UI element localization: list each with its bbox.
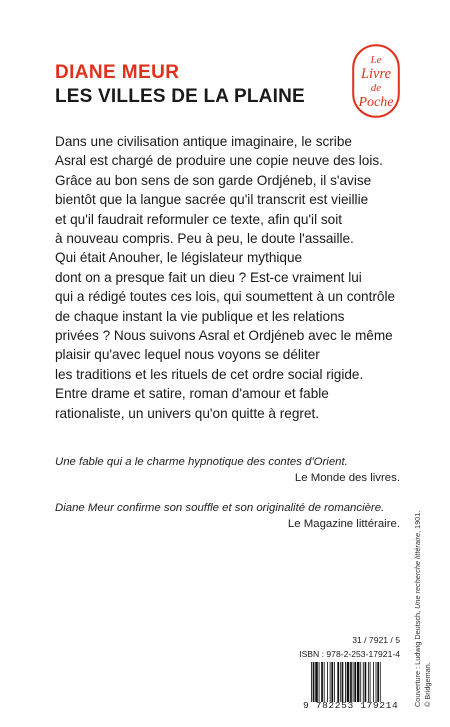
- blurb-line: Grâce au bon sens de son garde Ordjéneb, il s'avise: [55, 172, 372, 188]
- barcode-icon: [310, 662, 402, 702]
- blurb-line: privées ? Nous suivons Asral et Ordjéneb avec le même: [55, 328, 393, 344]
- logo-text-livre: Livre: [360, 66, 392, 82]
- author-name: DIANE MEUR: [55, 62, 180, 83]
- cover-credits-copyright: © Bridgeman.: [423, 662, 432, 707]
- logo-text-poche: Poche: [358, 95, 394, 110]
- press-quote: [55, 500, 400, 532]
- blurb-line: rationaliste, un univers qu'on quitte à regret.: [55, 405, 320, 421]
- press-quote-source: Le Magazine littéraire.: [287, 518, 400, 530]
- press-quote-text: Une fable qui a le charme hypnotique des contes d'Orient.: [55, 456, 348, 468]
- blurb-line: Qui était Anouher, le législateur mythique: [55, 250, 303, 266]
- blurb-line: qui a rédigé toutes ces lois, qui soumettent à un contrôle: [55, 289, 396, 305]
- blurb-line: Dans une civilisation antique imaginaire, le scribe: [55, 134, 352, 149]
- blurb-line: à nouveau compris. Peu à peu, le doute l'assaille.: [55, 231, 354, 247]
- logo-text-le: Le: [370, 54, 382, 66]
- barcode-digits: 9 782253 179214: [303, 700, 399, 711]
- blurb-line: de chaque instant la vie publique et les relations: [55, 308, 345, 324]
- blurb-line: bientôt que la langue sacrée qu'il transcrit est vieillie: [55, 192, 369, 208]
- book-title: LES VILLES DE LA PLAINE: [55, 86, 305, 107]
- logo-text-de: de: [370, 82, 382, 94]
- livre-de-poche-logo: [352, 44, 400, 118]
- press-quote-text: Diane Meur confirme son souffle et son originalité de romancière.: [55, 502, 385, 514]
- blurb-line: et qu'il faudrait reformuler ce texte, afin qu'il soit: [55, 211, 343, 227]
- blurb-line: Entre drame et satire, roman d'amour et fable: [55, 386, 329, 402]
- press-quote: [55, 454, 400, 486]
- cover-credits-line: Couverture : Ludwig Deutsch, Une recherche littéraire, 1901.: [413, 510, 422, 707]
- isbn-number: ISBN : 978-2-253-17921-4: [299, 649, 400, 659]
- press-quote-source: Le Monde des livres.: [294, 472, 400, 484]
- price-code: 31 / 7921 / 5: [352, 635, 400, 645]
- cover-credits: [413, 511, 433, 707]
- blurb-line: plaisir qu'avec lequel nous voyons se déliter: [55, 347, 320, 363]
- back-cover-blurb: [55, 132, 415, 423]
- blurb-line: dont on a presque fait un dieu ? Est-ce vraiment lui: [55, 269, 362, 285]
- blurb-line: les traditions et les rituels de cet ordre social rigide.: [55, 366, 364, 382]
- blurb-line: Asral est chargé de produire une copie neuve des lois.: [55, 153, 383, 169]
